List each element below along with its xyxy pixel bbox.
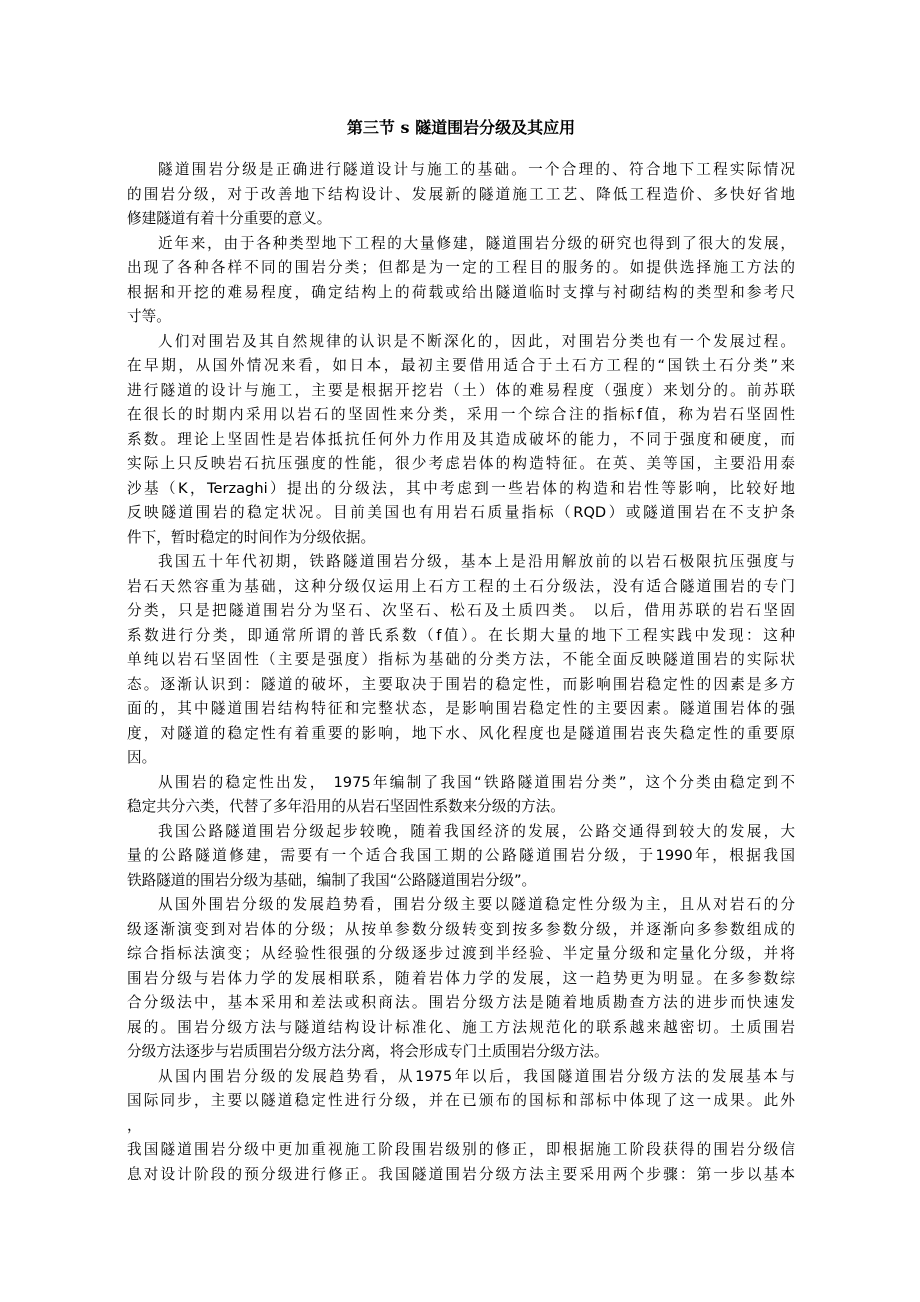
text-line: 根据和开挖的难易程度，确定结构上的荷载或给出隧道临时支撑与衬砌结构的类型和参考尺 xyxy=(127,283,795,301)
text-line: 度，对隧道的稳定性有着重要的影响，地下水、风化程度也是隧道围岩丧失稳定性的重要原 xyxy=(127,724,795,742)
text-line: 态。逐渐认识到：隧道的破坏，主要取决于围岩的稳定性，而影响围岩稳定性的因素是多方 xyxy=(127,675,795,693)
text-line: 进行隧道的设计与施工，主要是根据开挖岩（土）体的难易程度（强度）来划分的。前苏联 xyxy=(127,381,795,399)
text-line: 稳定共分六类，代替了多年沿用的从岩石坚固性系数来分级的方法。 xyxy=(127,798,565,815)
text-line: 的围岩分级，对于改善地下结构设计、发展新的隧道施工工艺、降低工程造价、多快好省地 xyxy=(127,185,795,203)
text-line: 量的公路隧道修建，需要有一个适合我国工期的公路隧道围岩分级，于1990年，根据我国 xyxy=(127,847,795,864)
text-line: 面的，其中隧道围岩结构特征和完整状态，是影响围岩稳定性的主要因素。隧道围岩体的强 xyxy=(127,700,795,717)
text-line: 近年来，由于各种类型地下工程的大量修建，隧道围岩分级的研究也得到了很大的发展， xyxy=(158,234,795,252)
text-line: 合分级法中，基本采用和差法或积商法。围岩分级方法是随着地质勘查方法的进步而快速发 xyxy=(127,994,795,1011)
text-line: 岩石天然容重为基础，这种分级仅运用上石方工程的土石分级法，没有适合隧道围岩的专门 xyxy=(127,577,795,595)
text-line: 我国公路隧道围岩分级起步较晚，随着我国经济的发展，公路交通得到较大的发展，大 xyxy=(158,822,795,840)
text-line: ， xyxy=(127,1116,142,1134)
text-line: 沙基（K，Terzaghi）提出的分级法，其中考虑到一些岩体的构造和岩性等影响，比较好地 xyxy=(127,479,795,497)
text-line: 综合指标法演变；从经验性很强的分级逐步过渡到半经验、半定量分级和定量化分级，并将 xyxy=(127,945,795,962)
text-line: 分类，只是把隧道围岩分为坚石、次坚石、松石及土质四类。 以后，借用苏联的岩石坚固 xyxy=(127,602,795,619)
text-line: 从围岩的稳定性出发， 1975年编制了我国“铁路隧道围岩分类”，这个分类由稳定到不 xyxy=(158,773,795,791)
text-line: 单纯以岩石坚固性（主要是强度）指标为基础的分类方法，不能全面反映隧道围岩的实际状 xyxy=(127,651,795,668)
section-title: 第三节 s 隧道围岩分级及其应用 xyxy=(346,118,576,137)
text-line: 围岩分级与岩体力学的发展相联系，随着岩体力学的发展，这一趋势更为明显。在多参数综 xyxy=(127,969,795,987)
text-line: 实际上只反映岩石抗压强度的性能，很少考虑岩体的构造特征。在英、美等国，主要沿用泰 xyxy=(127,455,795,472)
text-line: 修建隧道有着十分重要的意义。 xyxy=(127,210,332,227)
text-line: 息对设计阶段的预分级进行修正。我国隧道围岩分级方法主要采用两个步骤：第一步以基本 xyxy=(127,1165,795,1183)
text-line: 我国隧道围岩分级中更加重视施工阶段围岩级别的修正，即根据施工阶段获得的围岩分级信 xyxy=(127,1141,795,1158)
text-line: 件下，暂时稳定的时间作为分级依据。 xyxy=(127,528,376,546)
text-line: 因。 xyxy=(127,749,157,766)
text-line: 人们对围岩及其自然规律的认识是不断深化的，因此，对围岩分类也有一个发展过程。 xyxy=(158,332,795,350)
text-line: 分级方法逐步与岩质围岩分级方法分离，将会形成专门土质围岩分级方法。 xyxy=(127,1043,609,1060)
text-line: 隧道围岩分级是正确进行隧道设计与施工的基础。一个合理的、符合地下工程实际情况 xyxy=(158,161,795,178)
body-text xyxy=(127,158,795,1187)
text-line: 从国内围岩分级的发展趋势看，从1975年以后，我国隧道围岩分级方法的发展基本与 xyxy=(158,1067,795,1085)
text-line: 寸等。 xyxy=(127,308,171,325)
text-line: 展的。围岩分级方法与隧道结构设计标准化、施工方法规范化的联系越来越密切。土质围岩 xyxy=(127,1018,795,1036)
text-line: 系数进行分类，即通常所谓的普氏系数（f值）。在长期大量的地下工程实践中发现：这种 xyxy=(127,626,795,644)
text-line: 国际同步，主要以隧道稳定性进行分级，并在已颁布的国标和部标中体现了这一成果。此外 xyxy=(127,1092,795,1109)
text-line: 我国五十年代初期，铁路隧道围岩分级，基本上是沿用解放前的以岩石极限抗压强度与 xyxy=(158,553,795,570)
text-line: 出现了各种各样不同的围岩分类；但都是为一定的工程目的服务的。如提供选择施工方法的 xyxy=(127,259,795,276)
text-line: 在早期，从国外情况来看，如日本，最初主要借用适合于土石方工程的“国铁土石分类”来 xyxy=(127,357,795,374)
text-line: 在很长的时期内采用以岩石的坚固性来分类，采用一个综合注的指标f值，称为岩石坚固性 xyxy=(127,406,795,423)
text-line: 反映隧道围岩的稳定状况。目前美国也有用岩石质量指标（RQD）或隧道围岩在不支护条 xyxy=(127,504,795,521)
text-line: 系数。理论上坚固性是岩体抵抗任何外力作用及其造成破坏的能力，不同于强度和硬度，而 xyxy=(127,430,795,448)
text-line: 从国外围岩分级的发展趋势看，围岩分级主要以隧道稳定性分级为主，且从对岩石的分 xyxy=(158,896,795,913)
text-line: 级逐渐演变到对岩体的分级；从按单参数分级转变到按多参数分级，并逐渐向多参数组成的 xyxy=(127,920,795,938)
text-line: 铁路隧道的围岩分级为基础，编制了我国“公路隧道围岩分级”。 xyxy=(127,871,537,889)
